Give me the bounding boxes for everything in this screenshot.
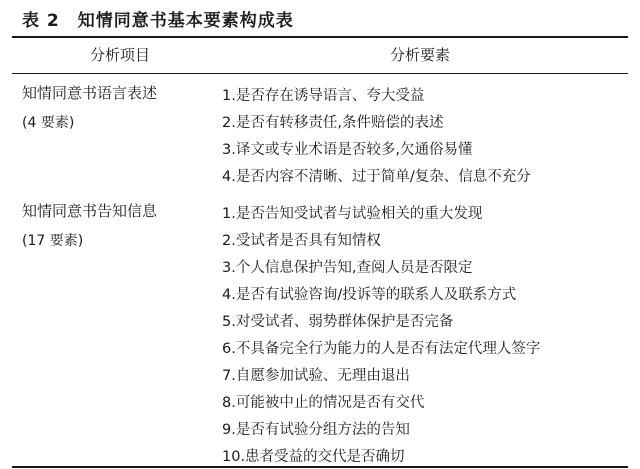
list-item: 3.译文或专业术语是否较多,欠通俗易懂 [222,142,473,158]
group-informed-info [22,200,157,250]
table-header-rule [12,73,628,74]
table-top-rule [12,36,628,38]
group-name: 知情同意书语言表述 [22,84,158,102]
table-title: 知情同意书基本要素构成表 [77,11,294,31]
list-item: 4.是否有试验咨询/投诉等的联系人及联系方式 [222,287,517,303]
list-item: 5.对受试者、弱势群体保护是否完备 [222,314,454,330]
group-name: 知情同意书告知信息 [22,202,158,220]
list-item: 10.患者受益的交代是否确切 [222,449,405,465]
list-item: 2.是否有转移责任,条件赔偿的表述 [222,115,444,131]
list-item: 9.是否有试验分组方法的告知 [222,422,410,438]
list-item: 2.受试者是否具有知情权 [222,233,381,249]
header-analysis-element: 分析要素 [389,46,451,64]
group-count: (17 要素) [22,233,84,249]
table-bottom-rule [12,466,628,468]
list-item: 8.可能被中止的情况是否有交代 [222,395,425,411]
list-item: 6.不具备完全行为能力的人是否有法定代理人签字 [222,341,541,357]
group-language [22,82,157,132]
table-number: 表 2 [22,11,60,31]
table-caption [22,6,294,31]
list-item: 4.是否内容不清晰、过于简单/复杂、信息不充分 [222,169,531,185]
list-item: 1.是否告知受试者与试验相关的重大发现 [222,206,483,222]
list-item: 3.个人信息保护告知,查阅人员是否限定 [222,260,473,276]
list-item: 1.是否存在诱导语言、夸大受益 [222,88,425,104]
list-item: 7.自愿参加试验、无理由退出 [222,368,410,384]
header-analysis-item: 分析项目 [89,46,151,64]
group-count: (4 要素) [22,115,75,131]
